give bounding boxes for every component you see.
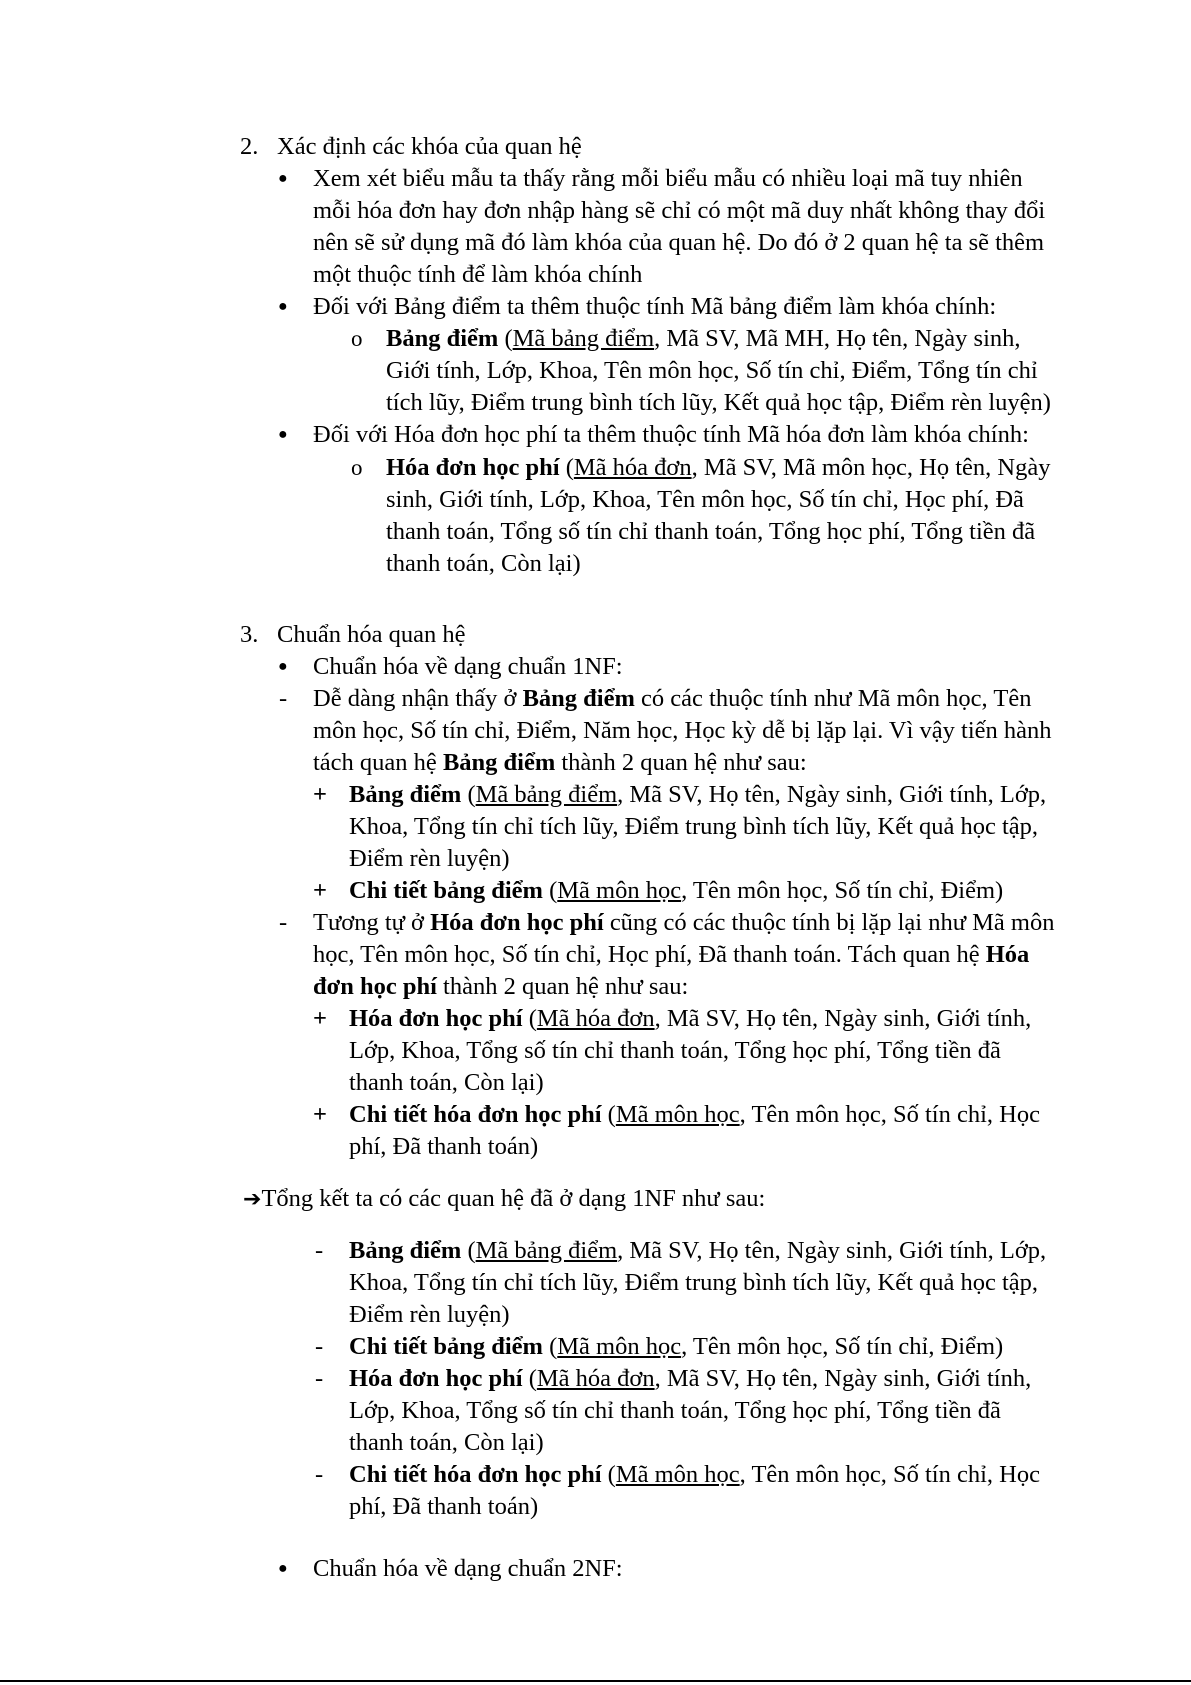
dash-marker: - <box>315 1365 324 1392</box>
s3-d1p1-line1 <box>349 780 1046 810</box>
s2-b3sub-line4: thanh toán, Còn lại) <box>386 550 581 577</box>
relation-name: Bảng điểm <box>349 781 462 808</box>
bullet-marker: ● <box>278 658 288 675</box>
s3-r3-line3: thanh toán, Còn lại) <box>349 1429 544 1456</box>
s3-d2p1-line2: Lớp, Khoa, Tổng số tín chỉ thanh toán, Tổng học phí, Tổng tiền đã <box>349 1037 1001 1064</box>
relation-name: Bảng điểm <box>349 1237 462 1264</box>
primary-key: Mã môn học <box>557 877 682 904</box>
paren: ( <box>559 454 574 481</box>
bullet-marker: ● <box>278 298 288 315</box>
s3-d2-line1 <box>313 908 1054 938</box>
primary-key: Mã môn học <box>557 1333 682 1360</box>
dash-marker: - <box>315 1461 324 1488</box>
paren: ( <box>522 1365 537 1392</box>
s3-nf2: Chuẩn hóa về dạng chuẩn 2NF: <box>313 1555 623 1582</box>
paren: ( <box>542 1333 558 1360</box>
relation-name: Chi tiết bảng điểm <box>349 1333 543 1360</box>
relation-name: Bảng điểm <box>442 749 556 776</box>
s2-b1-line2: mỗi hóa đơn hay đơn nhập hàng sẽ chỉ có một mã duy nhất không thay đổi <box>313 197 1046 224</box>
paren: ( <box>522 1005 537 1032</box>
relation-name: Hóa đơn học phí <box>430 909 604 936</box>
text: thành 2 quan hệ như sau: <box>436 973 689 1000</box>
text: thành 2 quan hệ như sau: <box>555 749 807 776</box>
s2-b3sub-line2: sinh, Giới tính, Lớp, Khoa, Tên môn học, Số tín chỉ, Học phí, Đã <box>386 486 1024 513</box>
s3-r2-line1 <box>349 1332 1003 1362</box>
attributes: , Tên môn học, Số tín chỉ, Điểm) <box>681 877 1004 904</box>
s2-b3sub-line3: thanh toán, Tổng số tín chỉ thanh toán, Tổng học phí, Tổng tiền đã <box>386 518 1036 545</box>
section-2-title: Xác định các khóa của quan hệ <box>277 133 582 160</box>
relation-name: đơn học phí <box>313 973 437 1000</box>
paren: ( <box>498 325 513 352</box>
section-2-number: 2. <box>240 133 259 160</box>
relation-name: Hóa <box>985 941 1030 968</box>
plus-marker: + <box>313 1101 327 1128</box>
attributes: , Tên môn học, Số tín chỉ, Học <box>739 1461 1040 1488</box>
plus-marker: + <box>313 877 327 904</box>
arrow-icon: ➔ <box>243 1187 262 1212</box>
s3-d2p2-line1 <box>349 1100 1040 1130</box>
s3-d1p1-line3: Điểm rèn luyện) <box>349 845 510 872</box>
s3-d1-line2: môn học, Số tín chỉ, Điểm, Năm học, Học kỳ dễ bị lặp lại. Vì vậy tiến hành <box>313 717 1052 744</box>
s2-b3: Đối với Hóa đơn học phí ta thêm thuộc tính Mã hóa đơn làm khóa chính: <box>313 421 1029 448</box>
relation-name: Bảng điểm <box>522 685 635 712</box>
attributes: , Tên môn học, Số tín chỉ, Điểm) <box>681 1333 1004 1360</box>
dash-marker: - <box>315 1237 324 1264</box>
s3-r3-line2: Lớp, Khoa, Tổng số tín chỉ thanh toán, Tổng học phí, Tổng tiền đã <box>349 1397 1001 1424</box>
summary-text: Tổng kết ta có các quan hệ đã ở dạng 1NF như sau: <box>261 1185 766 1212</box>
s3-d2-line3 <box>313 972 688 1002</box>
attributes: , Mã SV, Họ tên, Ngày sinh, Giới tính, <box>654 1005 1032 1032</box>
text: có các thuộc tính như Mã môn học, Tên <box>634 685 1032 712</box>
s3-r4-line1 <box>349 1460 1040 1490</box>
s2-b1-line1: Xem xét biểu mẫu ta thấy rằng mỗi biểu mẫu có nhiều loại mã tuy nhiên <box>313 165 1023 192</box>
attributes: , Mã SV, Họ tên, Ngày sinh, Giới tính, <box>654 1365 1032 1392</box>
s3-r1-line1 <box>349 1236 1046 1266</box>
relation-name: Chi tiết bảng điểm <box>349 877 543 904</box>
primary-key: Mã hóa đơn <box>536 1365 655 1392</box>
primary-key: Mã môn học <box>615 1461 740 1488</box>
s2-b2sub-line3: tích lũy, Điểm trung bình tích lũy, Kết quả học tập, Điểm rèn luyện) <box>386 389 1051 416</box>
plus-marker: + <box>313 1005 327 1032</box>
s3-r4-line2: phí, Đã thanh toán) <box>349 1493 539 1520</box>
text: Dễ dàng nhận thấy ở <box>313 685 523 712</box>
bullet-marker: ● <box>278 1560 288 1577</box>
circle-marker: o <box>351 455 363 480</box>
paren: ( <box>542 877 558 904</box>
s3-nf1: Chuẩn hóa về dạng chuẩn 1NF: <box>313 653 623 680</box>
s3-d2-line2 <box>313 940 1029 970</box>
text: học, Tên môn học, Số tín chỉ, Học phí, Đã thanh toán. Tách quan hệ <box>313 941 986 968</box>
section-3-number: 3. <box>240 621 259 648</box>
relation-name: Bảng điểm <box>386 325 499 352</box>
paren: ( <box>601 1461 616 1488</box>
s3-d2p1-line3: thanh toán, Còn lại) <box>349 1069 544 1096</box>
dash-marker: - <box>315 1333 324 1360</box>
s3-d1p2-line1 <box>349 876 1003 906</box>
relation-name: Chi tiết hóa đơn học phí <box>349 1101 602 1128</box>
attributes: , Tên môn học, Số tín chỉ, Học <box>739 1101 1040 1128</box>
s3-d2p1-line1 <box>349 1004 1031 1034</box>
s3-d1-line1 <box>313 684 1031 714</box>
primary-key: Mã bảng điểm <box>475 1237 618 1264</box>
s2-b2sub-line2: Giới tính, Lớp, Khoa, Tên môn học, Số tín chỉ, Điểm, Tổng tín chỉ <box>386 357 1038 384</box>
paren: ( <box>601 1101 616 1128</box>
s3-r1-line2: Khoa, Tổng tín chỉ tích lũy, Điểm trung bình tích lũy, Kết quả học tập, <box>349 1269 1039 1296</box>
plus-marker: + <box>313 781 327 808</box>
relation-name: Hóa đơn học phí <box>386 454 560 481</box>
paren: ( <box>461 781 476 808</box>
s2-b1-line4: một thuộc tính để làm khóa chính <box>313 261 643 288</box>
s2-b1-line3: nên sẽ sử dụng mã đó làm khóa của quan hệ. Do đó ở 2 quan hệ ta sẽ thêm <box>313 229 1045 256</box>
s3-r1-line3: Điểm rèn luyện) <box>349 1301 510 1328</box>
attributes: , Mã SV, Họ tên, Ngày sinh, Giới tính, Lớp, <box>617 1237 1047 1264</box>
relation-name: Hóa đơn học phí <box>349 1005 523 1032</box>
attributes: , Mã SV, Mã môn học, Họ tên, Ngày <box>691 454 1051 481</box>
paren: ( <box>461 1237 476 1264</box>
dash-marker: - <box>279 685 288 712</box>
bullet-marker: ● <box>278 426 288 443</box>
s2-b3sub-line1 <box>386 453 1050 483</box>
s2-b2sub-line1 <box>386 324 1021 354</box>
primary-key: Mã bảng điểm <box>475 781 618 808</box>
attributes: , Mã SV, Mã MH, Họ tên, Ngày sinh, <box>654 325 1021 352</box>
dash-marker: - <box>279 909 288 936</box>
s3-d1p1-line2: Khoa, Tổng tín chỉ tích lũy, Điểm trung bình tích lũy, Kết quả học tập, <box>349 813 1039 840</box>
primary-key: Mã hóa đơn <box>536 1005 655 1032</box>
text: cũng có các thuộc tính bị lặp lại như Mã môn <box>603 909 1055 936</box>
summary-line <box>243 1184 765 1215</box>
page-bottom-rule <box>0 1680 1191 1682</box>
section-3-title: Chuẩn hóa quan hệ <box>277 621 466 648</box>
primary-key: Mã bảng điểm <box>512 325 655 352</box>
primary-key: Mã hóa đơn <box>573 454 692 481</box>
s3-d1-line3 <box>313 748 807 778</box>
primary-key: Mã môn học <box>615 1101 740 1128</box>
s3-d2p2-line2: phí, Đã thanh toán) <box>349 1133 539 1160</box>
attributes: , Mã SV, Họ tên, Ngày sinh, Giới tính, Lớp, <box>617 781 1047 808</box>
text: Tương tự ở <box>313 909 431 936</box>
text: tách quan hệ <box>313 749 443 776</box>
relation-name: Chi tiết hóa đơn học phí <box>349 1461 602 1488</box>
circle-marker: o <box>351 326 363 351</box>
s2-b2: Đối với Bảng điểm ta thêm thuộc tính Mã bảng điểm làm khóa chính: <box>313 293 997 320</box>
bullet-marker: ● <box>278 170 288 187</box>
s3-r3-line1 <box>349 1364 1031 1394</box>
relation-name: Hóa đơn học phí <box>349 1365 523 1392</box>
